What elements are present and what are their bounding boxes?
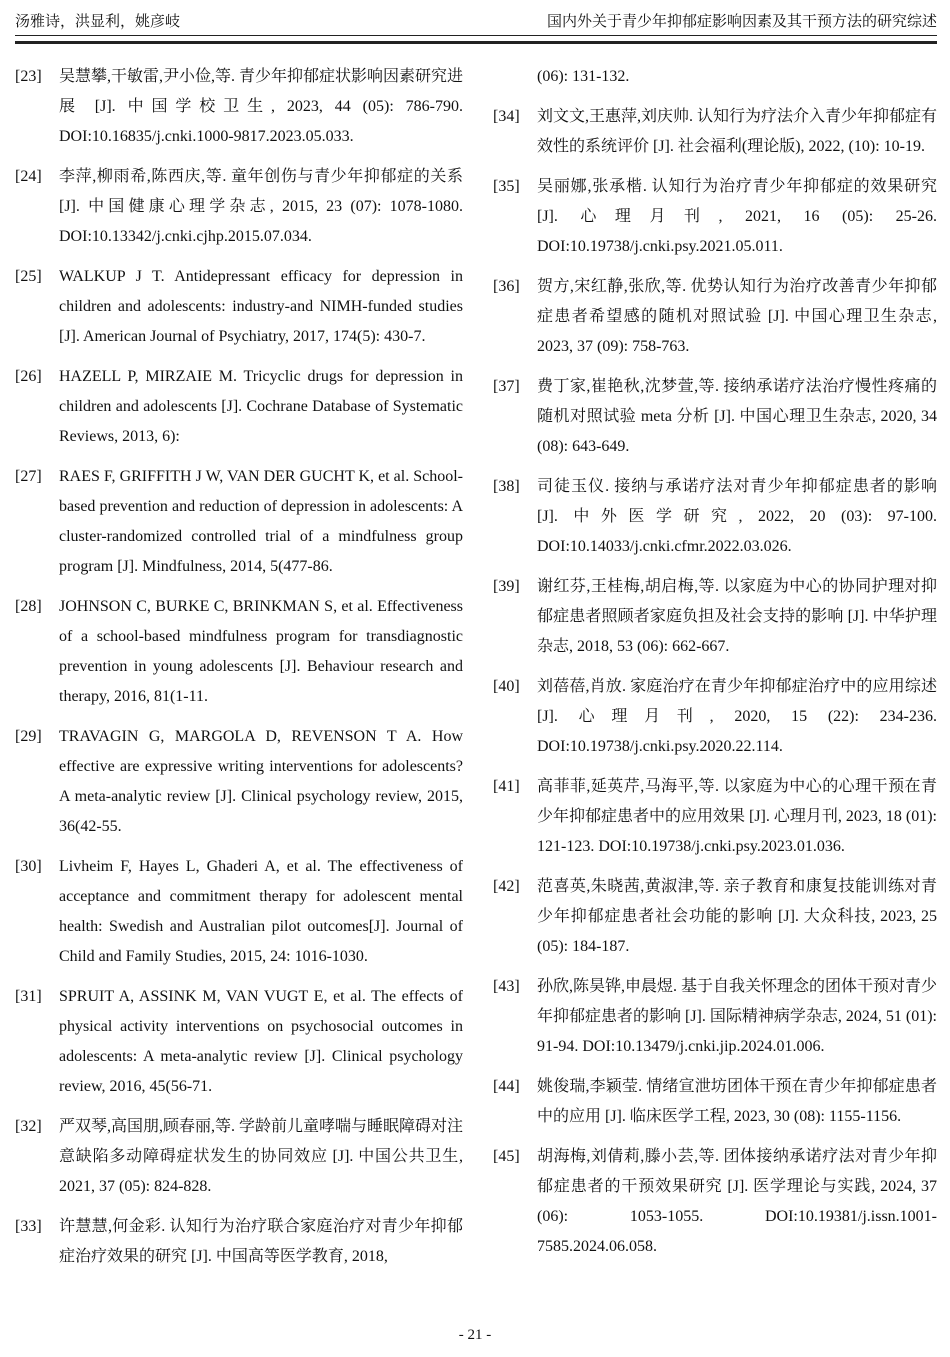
reference-item	[15, 1212, 463, 1272]
reference-number: [23]	[15, 68, 42, 85]
reference-item	[493, 772, 937, 862]
reference-text: JOHNSON C, BURKE C, BRINKMAN S, et al. Effectiveness of a school-based mindfulness program for transdiagnostic prevention in young adolescents [J]. Behaviour research and therapy, 2016, 81(1-11.	[59, 598, 463, 705]
reference-item	[493, 972, 937, 1062]
reference-item	[15, 262, 463, 352]
reference-text: 吴慧攀,干敏雷,尹小俭,等. 青少年抑郁症状影响因素研究进展 [J]. 中国学校卫生, 2023, 44 (05): 786-790. DOI:10.16835/j.cnki.1000-9817.2023.05.033.	[59, 68, 464, 145]
reference-text: SPRUIT A, ASSINK M, VAN VUGT E, et al. The effects of physical activity interventions on psychosocial outcomes in adolescents: A meta-analytic review [J]. Clinical psychology review, 2016, 45(56-71.	[59, 988, 463, 1095]
reference-number: [36]	[493, 278, 520, 295]
reference-text: RAES F, GRIFFITH J W, VAN DER GUCHT K, et al. School-based prevention and reduction of depression in adolescents: A cluster-randomized controlled trial of a mindfulness group program [J]. Mindfulness, 2014, 5(477-86.	[59, 468, 463, 575]
reference-item	[493, 372, 937, 462]
page-header	[15, 12, 937, 32]
reference-number: [26]	[15, 368, 42, 385]
reference-item	[493, 872, 937, 962]
reference-text: 司徒玉仪. 接纳与承诺疗法对青少年抑郁症患者的影响 [J]. 中外医学研究, 2022, 20 (03): 97-100. DOI:10.14033/j.cnki.cfmr.2022.03.026.	[537, 478, 937, 555]
reference-item	[15, 722, 463, 842]
reference-number: [39]	[493, 578, 520, 595]
reference-number: [41]	[493, 778, 520, 795]
reference-item	[493, 172, 937, 262]
reference-item	[493, 1072, 937, 1132]
reference-text: 严双琴,高国朋,顾春丽,等. 学龄前儿童哮喘与睡眠障碍对注意缺陷多动障碍症状发生的协同效应 [J]. 中国公共卫生, 2021, 37 (05): 824-828.	[59, 1118, 464, 1195]
reference-text: Livheim F, Hayes L, Ghaderi A, et al. The effectiveness of acceptance and commitment therapy for adolescent mental health: Swedish and Australian pilot outcomes[J]. Journal of Child and Family Studies, 2015, 24: 1016-1030.	[59, 858, 463, 965]
reference-text: (06): 131-132.	[537, 68, 630, 85]
header-rule-thin	[15, 35, 937, 36]
reference-text: 李萍,柳雨希,陈西庆,等. 童年创伤与青少年抑郁症的关系 [J]. 中国健康心理学杂志, 2015, 23 (07): 1078-1080. DOI:10.13342/j.cnki.cjhp.2015.07.034.	[59, 168, 463, 245]
reference-text: WALKUP J T. Antidepressant efficacy for depression in children and adolescents: industry-and NIMH-funded studies [J]. American Journal of Psychiatry, 2017, 174(5): 430-7.	[59, 268, 463, 345]
reference-item	[15, 462, 463, 582]
reference-number: [38]	[493, 478, 520, 495]
reference-item	[493, 672, 937, 762]
reference-number: [29]	[15, 728, 42, 745]
reference-text: 刘文文,王惠萍,刘庆帅. 认知行为疗法介入青少年抑郁症有效性的系统评价 [J]. 社会福利(理论版), 2022, (10): 10-19.	[537, 108, 938, 155]
reference-text: 谢红芬,王桂梅,胡启梅,等. 以家庭为中心的协同护理对抑郁症患者照顾者家庭负担及社会支持的影响 [J]. 中华护理杂志, 2018, 53 (06): 662-667.	[537, 578, 937, 655]
reference-item	[15, 982, 463, 1102]
page-number: - 21 -	[458, 1327, 492, 1343]
reference-item	[15, 1112, 463, 1202]
reference-item	[15, 162, 463, 252]
reference-item	[493, 1142, 937, 1262]
reference-item	[493, 572, 937, 662]
reference-number: [44]	[493, 1078, 520, 1095]
reference-text: 费丁家,崔艳秋,沈梦萱,等. 接纳承诺疗法治疗慢性疼痛的随机对照试验 meta 分析 [J]. 中国心理卫生杂志, 2020, 34 (08): 643-649.	[537, 378, 937, 455]
reference-item	[15, 362, 463, 452]
reference-number: [37]	[493, 378, 520, 395]
reference-number: [35]	[493, 178, 520, 195]
reference-text: 贺方,宋红静,张欣,等. 优势认知行为治疗改善青少年抑郁症患者希望感的随机对照试验 [J]. 中国心理卫生杂志, 2023, 37 (09): 758-763.	[537, 278, 937, 355]
header-authors: 汤雅诗，洪显利，姚彦岐	[15, 14, 181, 30]
reference-text: 范喜英,朱晓茜,黄淑津,等. 亲子教育和康复技能训练对青少年抑郁症患者社会功能的影响 [J]. 大众科技, 2023, 25 (05): 184-187.	[537, 878, 937, 955]
reference-number: [30]	[15, 858, 42, 875]
reference-text: HAZELL P, MIRZAIE M. Tricyclic drugs for depression in children and adolescents [J]. Cochrane Database of Systematic Reviews, 2013, 6):	[59, 368, 463, 445]
reference-text: TRAVAGIN G, MARGOLA D, REVENSON T A. How effective are expressive writing interventions for adolescents? A meta-analytic review [J]. Clinical psychology review, 2015, 36(42-55.	[59, 728, 463, 835]
reference-text: 许慧慧,何金彩. 认知行为治疗联合家庭治疗对青少年抑郁症治疗效果的研究 [J]. 中国高等医学教育, 2018,	[59, 1218, 463, 1265]
reference-item	[15, 852, 463, 972]
reference-number: [40]	[493, 678, 520, 695]
reference-number: [32]	[15, 1118, 42, 1135]
reference-number: [31]	[15, 988, 42, 1005]
reference-text: 吴丽娜,张承楷. 认知行为治疗青少年抑郁症的效果研究 [J]. 心理月刊, 2021, 16 (05): 25-26. DOI:10.19738/j.cnki.psy.2021.05.011.	[537, 178, 937, 255]
reference-number: [45]	[493, 1148, 520, 1165]
reference-text: 姚俊瑞,李颖莹. 情绪宣泄坊团体干预在青少年抑郁症患者中的应用 [J]. 临床医学工程, 2023, 30 (08): 1155-1156.	[537, 1078, 937, 1125]
reference-item	[493, 102, 937, 162]
reference-text: 胡海梅,刘倩莉,滕小芸,等. 团体接纳承诺疗法对青少年抑郁症患者的干预效果研究 [J]. 医学理论与实践, 2024, 37 (06): 1053-1055. DOI:10.19381/j.issn.1001-7585.2024.06.058.	[537, 1148, 937, 1255]
references-column-left	[15, 62, 463, 1282]
reference-item	[493, 272, 937, 362]
reference-text: 孙欣,陈昊铧,申晨煜. 基于自我关怀理念的团体干预对青少年抑郁症患者的影响 [J]. 国际精神病学杂志, 2024, 51 (01): 91-94. DOI:10.13479/j.cnki.jip.2024.01.006.	[537, 978, 938, 1055]
references-section	[15, 62, 937, 1282]
reference-continuation	[493, 62, 937, 92]
references-column-right	[493, 62, 937, 1282]
reference-item	[493, 472, 937, 562]
reference-number: [43]	[493, 978, 520, 995]
reference-number: [28]	[15, 598, 42, 615]
reference-text: 刘蓓蓓,肖放. 家庭治疗在青少年抑郁症治疗中的应用综述 [J]. 心理月刊, 2020, 15 (22): 234-236. DOI:10.19738/j.cnki.psy.2020.22.114.	[537, 678, 937, 755]
reference-number: [25]	[15, 268, 42, 285]
reference-number: [27]	[15, 468, 42, 485]
reference-text: 高菲菲,延英芹,马海平,等. 以家庭为中心的心理干预在青少年抑郁症患者中的应用效果 [J]. 心理月刊, 2023, 18 (01): 121-123. DOI:10.19738/j.cnki.psy.2023.01.036.	[537, 778, 937, 855]
reference-item	[15, 592, 463, 712]
header-rule-thick	[15, 41, 937, 44]
reference-item	[15, 62, 463, 152]
reference-number: [33]	[15, 1218, 42, 1235]
reference-number: [42]	[493, 878, 520, 895]
header-running-title: 国内外关于青少年抑郁症影响因素及其干预方法的研究综述	[546, 14, 937, 30]
reference-number: [34]	[493, 108, 520, 125]
reference-number: [24]	[15, 168, 42, 185]
page-footer	[0, 1327, 950, 1344]
